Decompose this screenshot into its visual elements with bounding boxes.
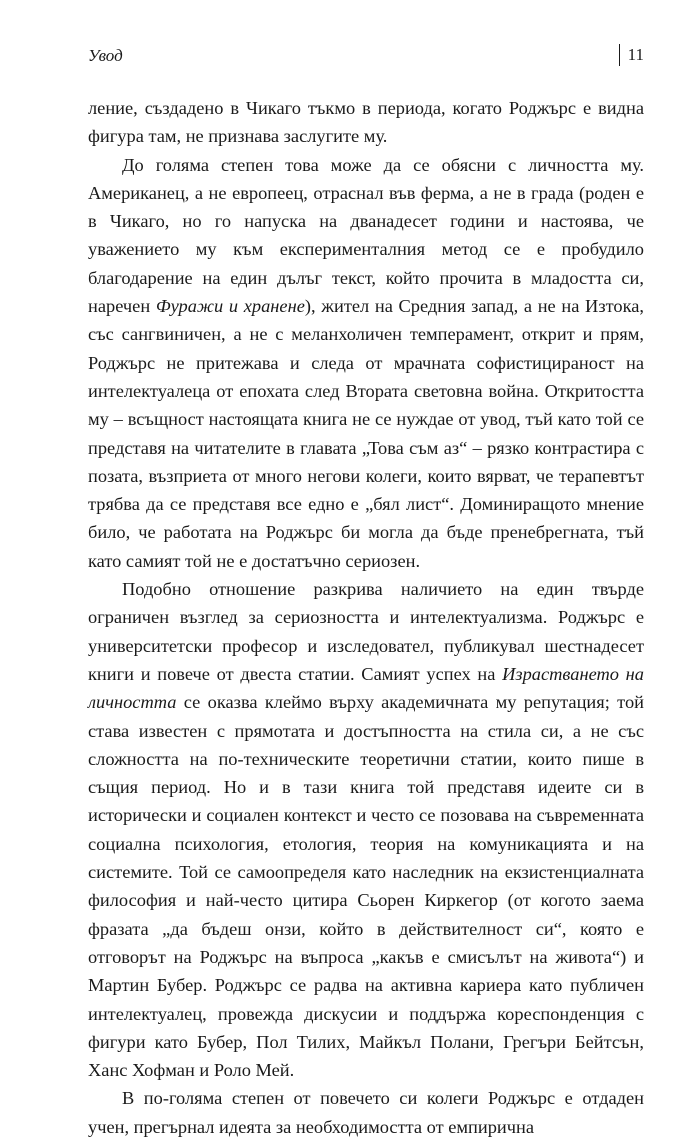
body-text bbox=[88, 94, 644, 1141]
paragraph-2-text-a: До голяма степен това може да се обясни с личността му. Американец, а не европеец, отраснал във ферма, а не в града (роден е в Чикаго, но го напуска на дванадесет години и настоява, че уважението му към експерименталния метод се е пробудило благодарение на един дълъг текст, който прочита в младостта си, наречен bbox=[88, 154, 644, 317]
book-title-on-becoming-a-person: Израстването на личността bbox=[88, 663, 644, 713]
paragraph-2 bbox=[88, 151, 644, 575]
paragraph-2-text-b: ), жител на Средния запад, а не на Изтока, със сангвиничен, а не с меланхоличен темперамент, открит и прям, Роджърс не притежава и следа от мрачната софистицираност на интелектуалеца от епохата след Втората световна война. Откритостта му – всъщност настоящата книга не се нуждае от увод, тъй като той се представя на читателите в главата „Това съм аз“ – рязко контрастира с позата, възприета от много негови колеги, които вярват, че терапевтът трябва да се представя все едно е „бял лист“. Доминиращото мнение било, че работата на Роджърс би могла да бъде пренебрегната, тъй като самият той не е достатъчно сериозен. bbox=[88, 296, 644, 571]
paragraph-4-text: В по-голяма степен от повечето си колеги Роджърс е отдаден учен, прегърнал идеята за необходимостта от емпирична bbox=[88, 1088, 644, 1137]
paragraph-3-text-a: Подобно отношение разкрива наличието на един твърде ограничен възглед за сериозността и интелектуализма. Роджърс е университетски професор и изследовател, публикувал шестнадесет книги и повече от двеста статии. Самият успех на bbox=[88, 579, 644, 684]
page-number: 11 bbox=[619, 44, 644, 66]
paragraph-3 bbox=[88, 575, 644, 1084]
paragraph-1-text: ление, създадено в Чикаго тъкмо в периода, когато Роджърс е видна фигура там, не признава заслугите му. bbox=[88, 98, 644, 147]
book-title-forage: Фуражи и хранене bbox=[155, 296, 305, 317]
paragraph-3-text-b: се оказва клеймо върху академичната му репутация; той става известен с прямотата и достъпността на стила си, а не със сложността на по-техническите теоретични статии, които пише в същия период. Но и в тази книга той представя идеите си в исторически и социален контекст и често се позовава на съвременната социална психология, етология, теория на комуникацията и на системите. Той се самоопределя като наследник на екзистенциалната философия и най-често цитира Сьорен Киркегор (от когото заема фразата „да бъдеш онзи, който в действителност си“, която е отговорът на Роджърс на въпроса „какъв е смисълът на живота“) и Мартин Бубер. Роджърс се радва на активна кариера като публичен интелектуалец, провежда дискусии и поддържа кореспонденция с фигури като Бубер, Пол Тилих, Майкъл Полани, Грегъри Бейтсън, Ханс Хофман и Роло Мей. bbox=[88, 692, 644, 1081]
running-title: Увод bbox=[88, 46, 123, 65]
paragraph-4 bbox=[88, 1084, 644, 1141]
running-head bbox=[88, 44, 644, 68]
paragraph-1 bbox=[88, 94, 644, 151]
